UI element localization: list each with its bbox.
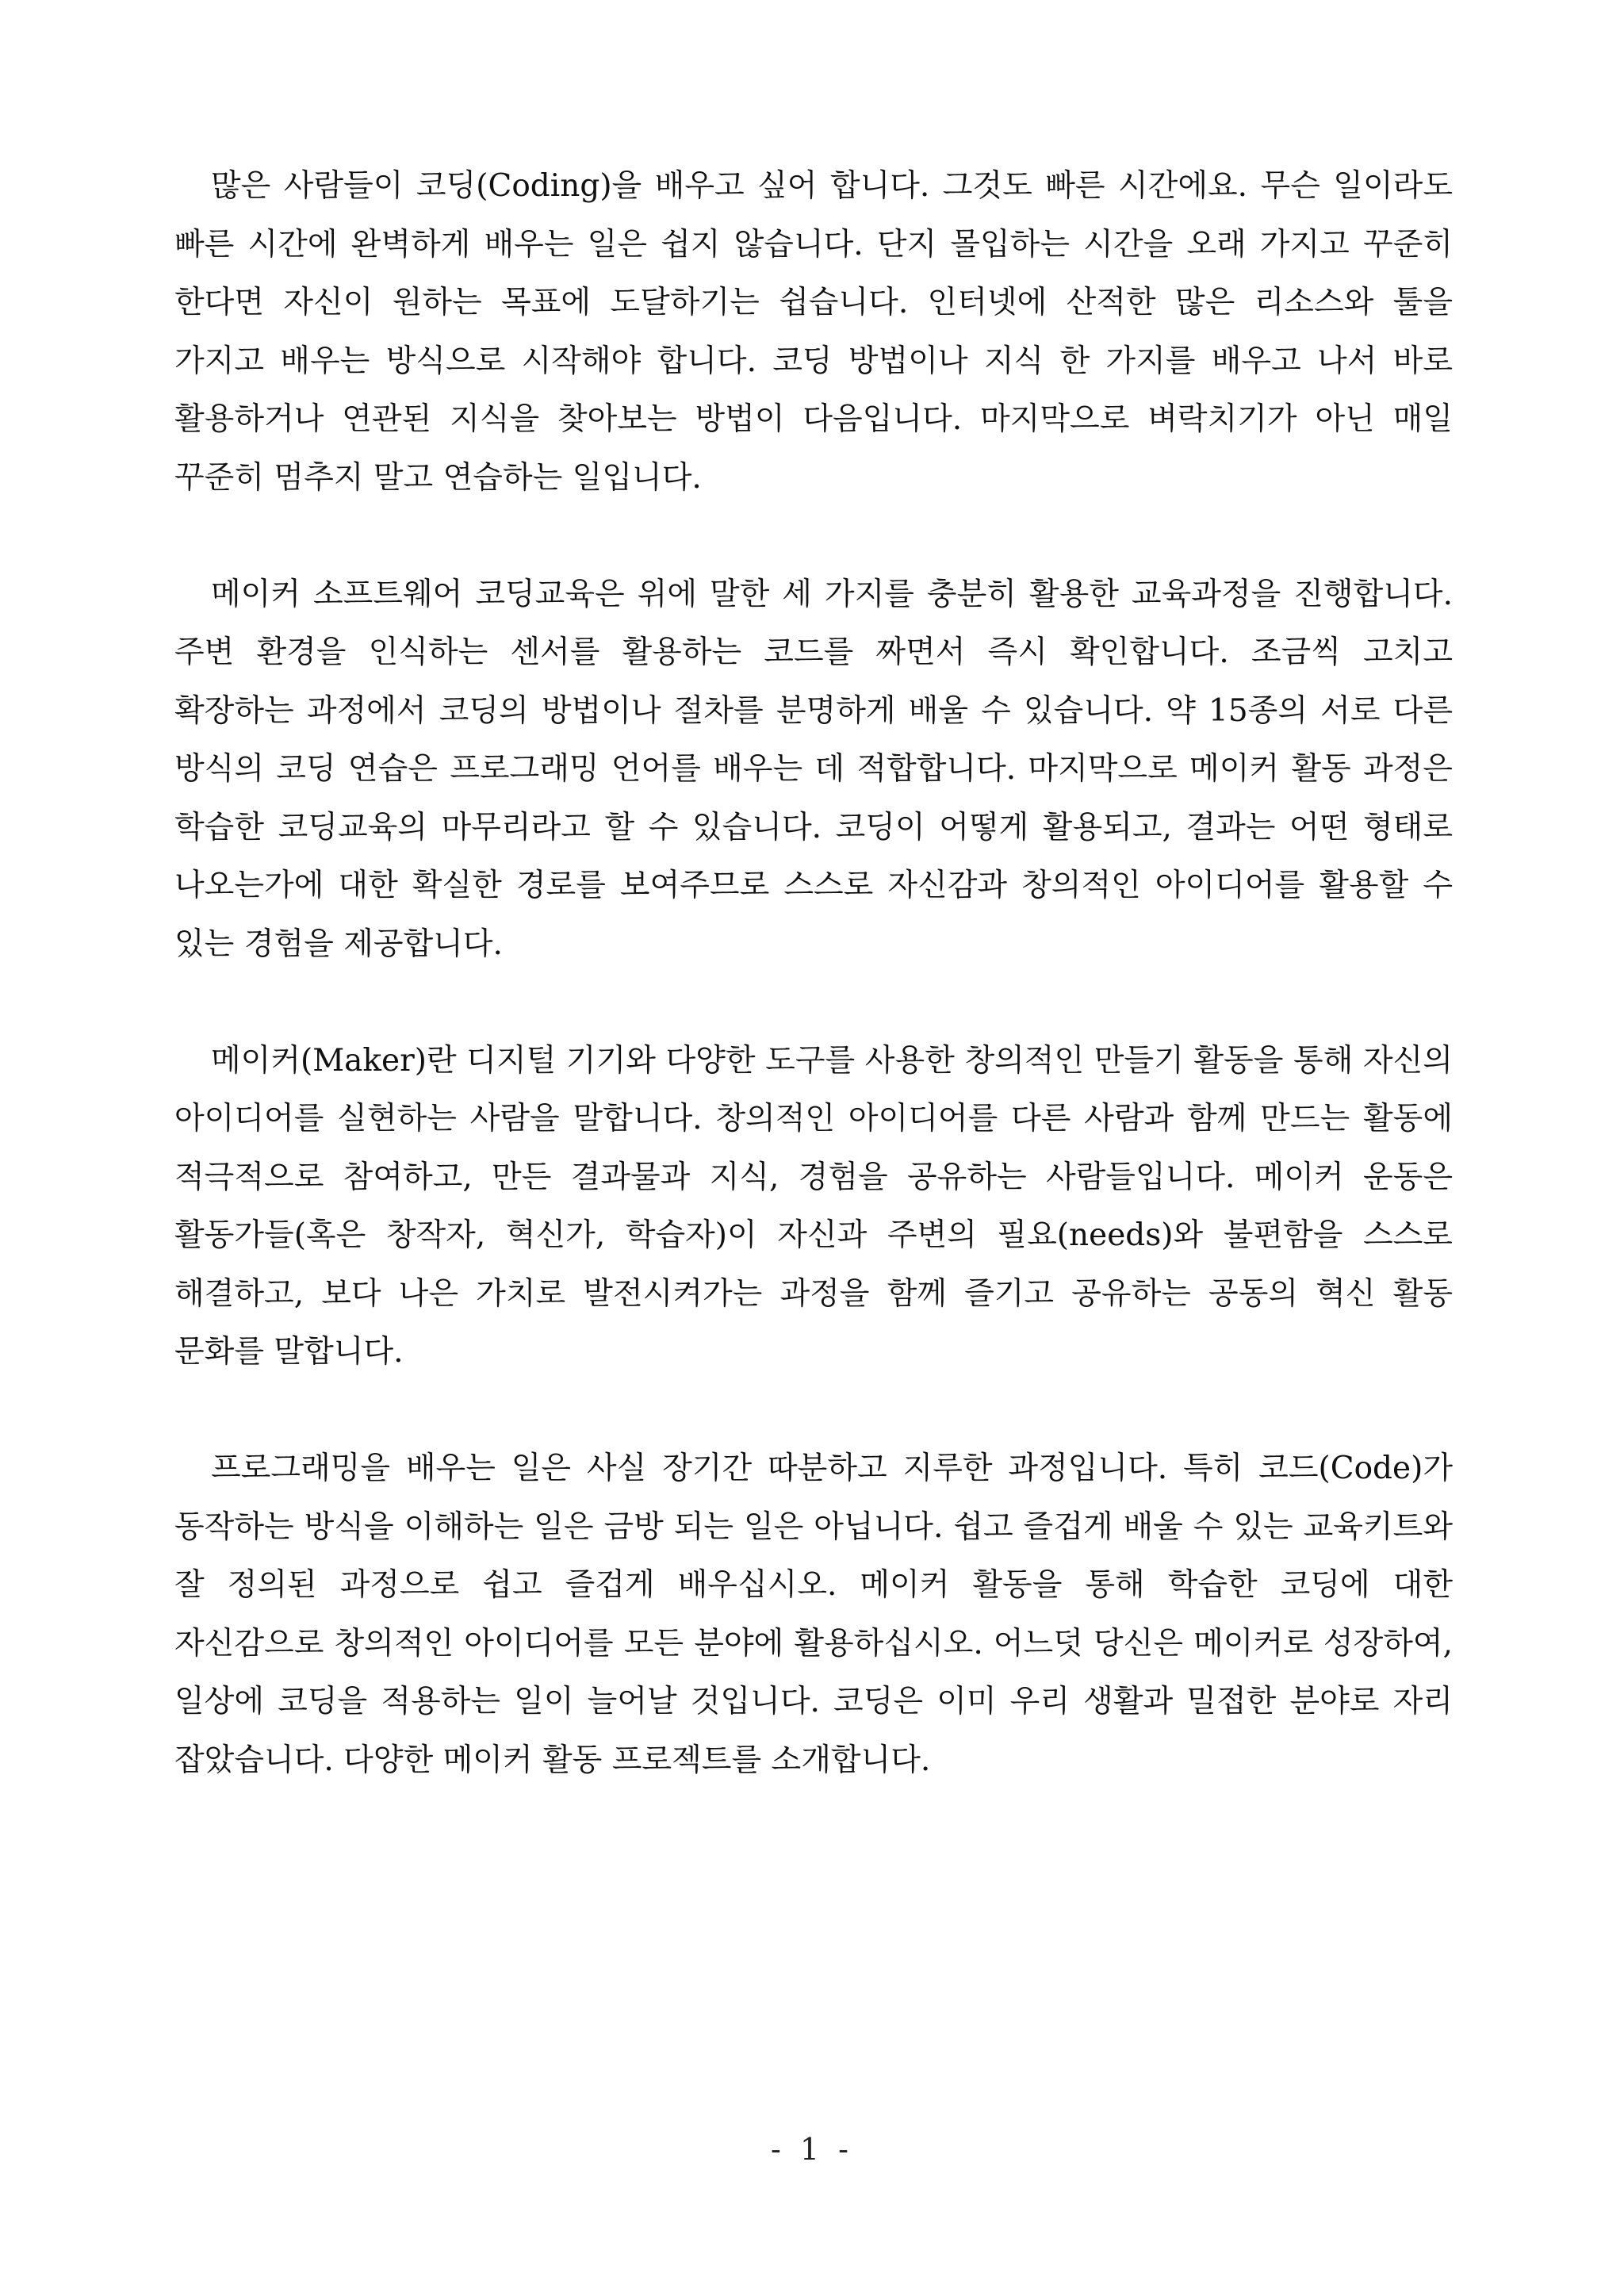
paragraph-maker-definition: 메이커(Maker)란 디지털 기기와 다양한 도구를 사용한 창의적인 만들기 활동을 통해 자신의 아이디어를 실현하는 사람을 말합니다. 창의적인 아이디어를 다른 사람과 함께 만드는 활동에 적극적으로 참여하고, 만든 결과물과 지식, 경험을 공유하는 사람들입니다. 메이커 운동은 활동가들(혹은 창작자, 혁신가, 학습자)이 자신과 주변의 필요(needs)와 불편함을 스스로 해결하고, 보다 나은 가치로 발전시켜가는 과정을 함께 즐기고 공유하는 공동의 혁신 활동 문화를 말합니다. xyxy=(174,1042,1453,1370)
paragraph-maker-software-education: 메이커 소프트웨어 코딩교육은 위에 말한 세 가지를 충분히 활용한 교육과정을 진행합니다. 주변 환경을 인식하는 센서를 활용하는 코드를 짜면서 즉시 확인합니다. 조금씩 고치고 확장하는 과정에서 코딩의 방법이나 절차를 분명하게 배울 수 있습니다. 약 15종의 서로 다른 방식의 코딩 연습은 프로그래밍 언어를 배우는 데 적합합니다. 마지막으로 메이커 활동 과정은 학습한 코딩교육의 마무리라고 할 수 있습니다. 코딩이 어떻게 활용되고, 결과는 어떤 형태로 나오는가에 대한 확실한 경로를 보여주므로 스스로 자신감과 창의적인 아이디어를 활용할 수 있는 경험을 제공합니다. xyxy=(174,576,1453,962)
body-text xyxy=(174,157,1453,1848)
paragraph-coding-learning: 많은 사람들이 코딩(Coding)을 배우고 싶어 합니다. 그것도 빠른 시간에요. 무슨 일이라도 빠른 시간에 완벽하게 배우는 일은 쉽지 않습니다. 단지 몰입하는 시간을 오래 가지고 꾸준히 한다면 자신이 원하는 목표에 도달하기는 쉽습니다. 인터넷에 산적한 많은 리소스와 툴을 가지고 배우는 방식으로 시작해야 합니다. 코딩 방법이나 지식 한 가지를 배우고 나서 바로 활용하거나 연관된 지식을 찾아보는 방법이 다음입니다. 마지막으로 벼락치기가 아닌 매일 꾸준히 멈추지 말고 연습하는 일입니다. xyxy=(174,168,1453,496)
paragraph-programming-learning: 프로그래밍을 배우는 일은 사실 장기간 따분하고 지루한 과정입니다. 특히 코드(Code)가 동작하는 방식을 이해하는 일은 금방 되는 일은 아닙니다. 쉽고 즐겁게 배울 수 있는 교육키트와 잘 정의된 과정으로 쉽고 즐겁게 배우십시오. 메이커 활동을 통해 학습한 코딩에 대한 자신감으로 창의적인 아이디어를 모든 분야에 활용하십시오. 어느덧 당신은 메이커로 성장하여, 일상에 코딩을 적용하는 일이 늘어날 것입니다. 코딩은 이미 우리 생활과 밀접한 분야로 자리 잡았습니다. 다양한 메이커 활동 프로젝트를 소개합니다. xyxy=(174,1451,1453,1778)
page-number: - 1 - xyxy=(770,2132,853,2167)
